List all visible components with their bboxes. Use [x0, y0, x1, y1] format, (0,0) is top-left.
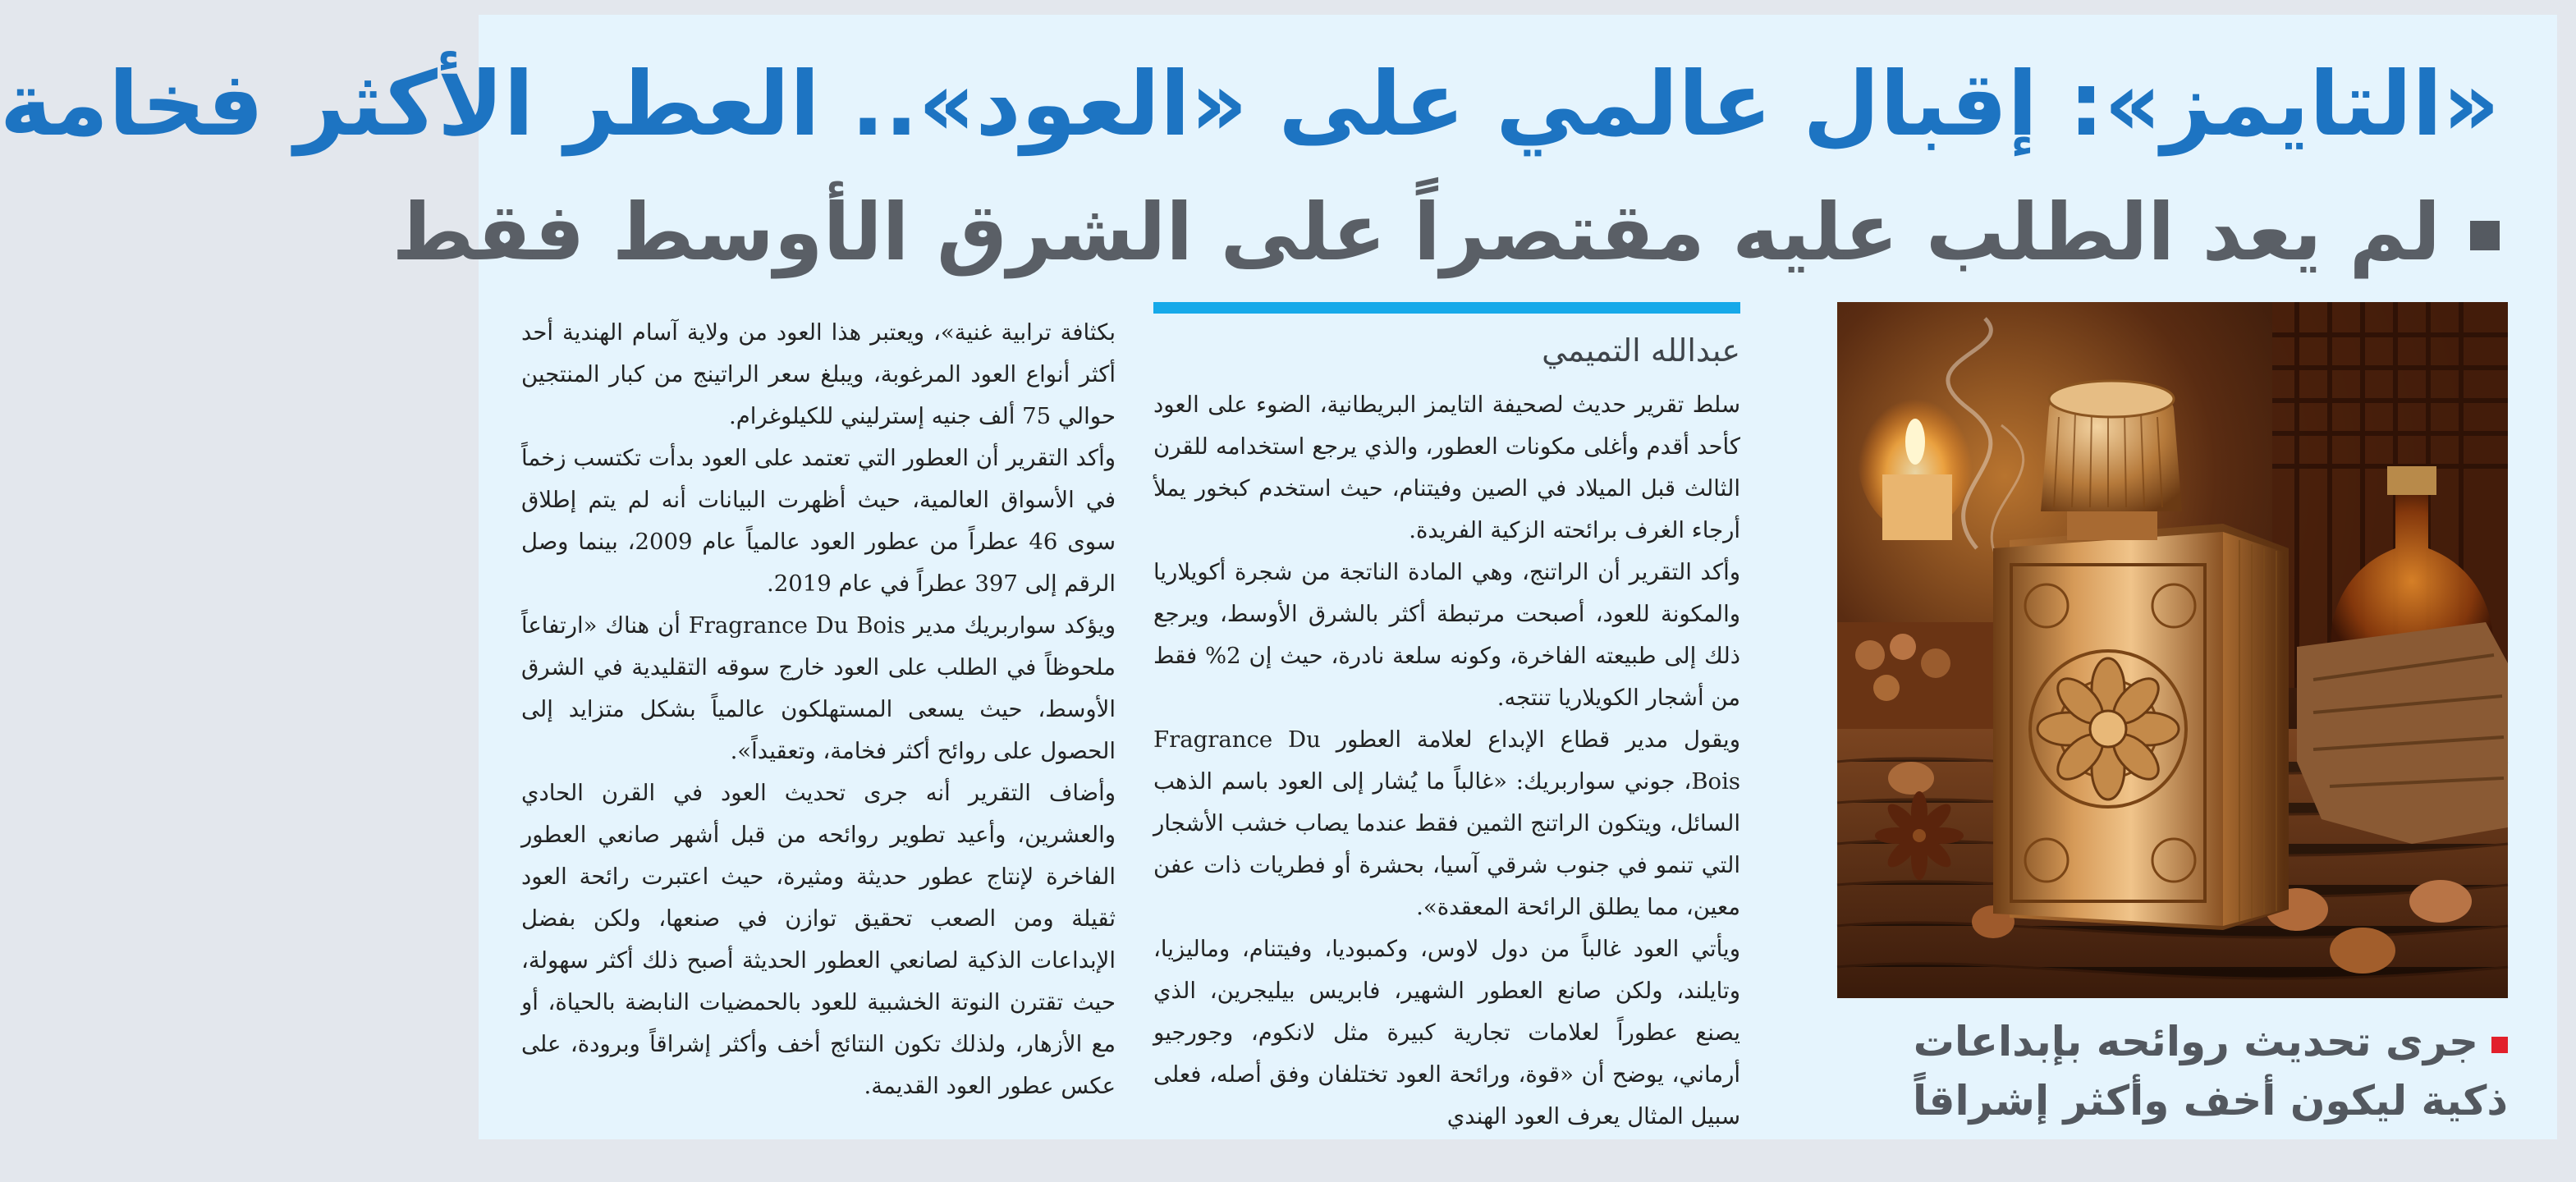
article-body-middle	[1153, 384, 1740, 1138]
paragraph: بكثافة ترابية غنية»، ويعتبر هذا العود من ولاية آسام الهندية أحد أكثر أنواع العود المرغوبة، ويبلغ سعر الراتينج من كبار المنتجين حوالي 75 ألف جنيه إسترليني للكيلوغرام.	[521, 319, 1116, 429]
article-column-middle	[1153, 302, 1740, 1138]
article-photo	[1837, 302, 2508, 998]
paragraph: ويؤكد سواربريك مدير Fragrance Du Bois أن هناك «ارتفاعاً ملحوظاً في الطلب على العود خارج سوقه التقليدية في الشرق الأوسط، حيث يسعى المستهلكون عالمياً بشكل متزايد إلى الحصول على روائح أكثر فخامة، وتعقيداً».	[521, 612, 1116, 764]
perfume-bottle-image	[1837, 302, 2508, 998]
column-top-rule	[1153, 302, 1740, 314]
subheadline: لم يعد الطلب عليه مقتصراً على الشرق الأوسط فقط	[392, 186, 2441, 278]
paragraph: وأضاف التقرير أنه جرى تحديث العود في القرن الحادي والعشرين، وأعيد تطوير روائحه من قبل أشهر صانعي العطور الفاخرة لإنتاج عطور حديثة ومثيرة، حيث اعتبرت رائحة العود ثقيلة ومن الصعب تحقيق توازن في صنعها، ولكن بفضل الإبداعات الذكية لصانعي العطور الحديثة أصبح ذلك أكثر سهولة، حيث تقترن النوتة الخشبية للعود بالحمضيات النابضة بالحياة، أو مع الأزهار، ولذلك تكون النتائج أخف وأكثر إشراقاً وبرودة، على عكس عطور العود القديمة.	[521, 780, 1116, 1099]
newspaper-page	[0, 15, 2557, 1139]
author-byline: عبدالله التميمي	[1542, 332, 1740, 369]
photo-caption	[1837, 1012, 2508, 1130]
paragraph: سلط تقرير حديث لصحيفة التايمز البريطانية، الضوء على العود كأحد أقدم وأغلى مكونات العطور، والذي يرجع استخدامه للقرن الثالث قبل الميلاد في الصين وفيتنام، حيث استخدم كبخور يملأ أرجاء الغرف برائحته الزكية الفريدة.	[1153, 392, 1740, 543]
article-column-left	[521, 312, 1116, 1107]
caption-red-marker	[2491, 1037, 2508, 1053]
paragraph: وأكد التقرير أن العطور التي تعتمد على العود بدأت تكتسب زخماً في الأسواق العالمية، حيث أظهرت البيانات أنه لم يتم إطلاق سوى 46 عطراً من عطور العود عالمياً عام 2009، بينما وصل الرقم إلى 397 عطراً في عام 2019.	[521, 445, 1116, 597]
subheadline-square-marker	[2470, 221, 2500, 250]
subheadline-row	[392, 179, 2500, 286]
photo-caption-text: جرى تحديث روائحه بإبداعات ذكية ليكون أخف وأكثر إشراقاً	[1913, 1018, 2508, 1125]
paragraph: ويأتي العود غالباً من دول لاوس، وكمبوديا، وفيتنام، وماليزيا، وتايلند، ولكن صانع العطور الشهير، فابريس بيليجرين، الذي يصنع عطوراً لعلامات تجارية كبيرة مثل لانكوم، وجورجيو أرماني، يوضح أن «قوة، ورائحة العود تختلفان وفق أصله، فعلى سبيل المثال يعرف العود الهندي	[1153, 936, 1740, 1129]
paragraph: وأكد التقرير أن الراتنج، وهي المادة الناتجة من شجرة أكويلاريا والمكونة للعود، أصبحت مرتبطة أكثر بالشرق الأوسط، ويرجع ذلك إلى طبيعته الفاخرة، وكونه سلعة نادرة، حيث إن 2% فقط من أشجار الكويلاريا تنتجه.	[1153, 559, 1740, 711]
article-body-left	[521, 312, 1116, 1107]
paragraph: ويقول مدير قطاع الإبداع لعلامة العطور Fragrance Du Bois، جوني سواربريك: «غالباً ما يُشار إلى العود باسم الذهب السائل، ويتكون الراتنج الثمين فقط عندما يصاب خشب الأشجار التي تنمو في جنوب شرقي آسيا، بحشرة أو فطريات ذات عفن معين، مما يطلق الرائحة المعقدة».	[1153, 726, 1740, 920]
headline: «التايمز»: إقبال عالمي على «العود».. العطر الأكثر فخامة	[0, 53, 2500, 156]
